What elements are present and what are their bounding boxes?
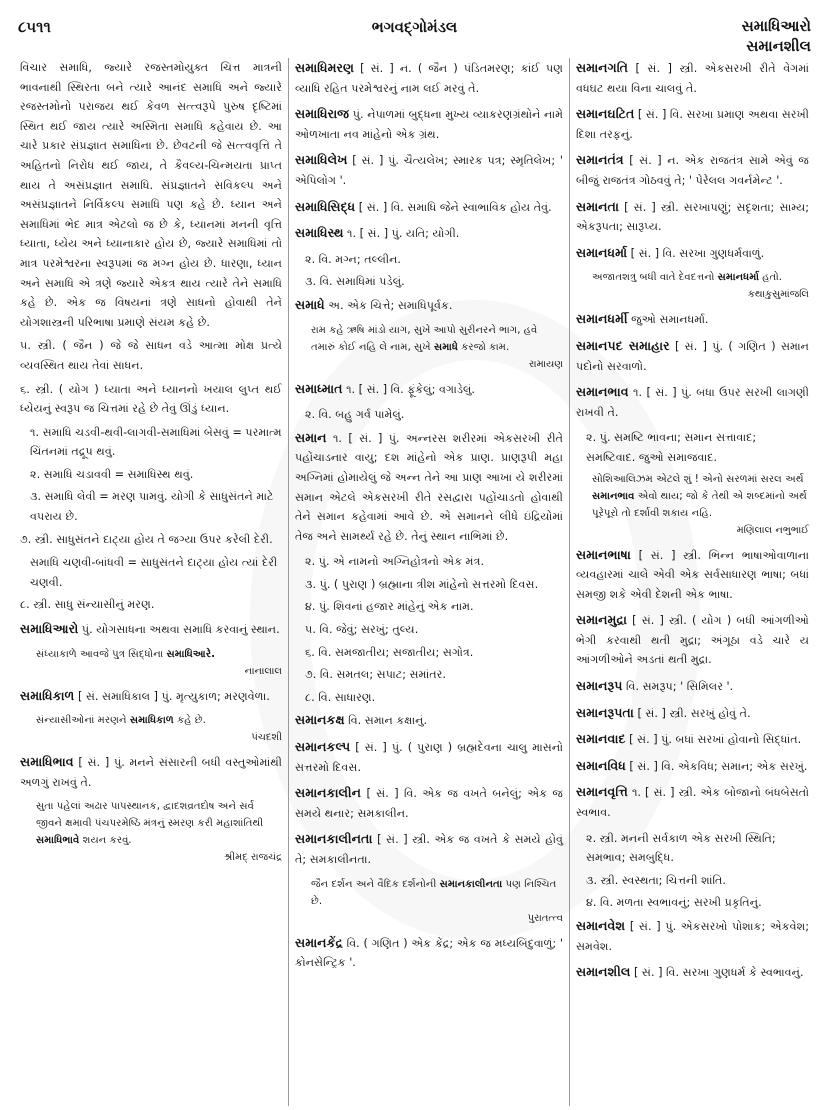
entry-headword: સમાનપદ સમાહાર	[576, 337, 670, 353]
page-header	[18, 8, 811, 56]
quote-text: અજાતશત્રુ બધી વાતે દેવદત્તનો	[592, 272, 718, 284]
entry-definition: [ સં. ] ન. એક રાજતંત્ર સામે એવું જ બીજું રાજતંત્ર ગોઠવવું તે; ' પેરેલલ ગવર્નમેન્ટ '.	[576, 154, 810, 187]
page-number: ૮૫૧૧	[18, 18, 51, 36]
definition-continuation: ૮. સ્ત્રી. સાધુ સંન્યાસીનું મરણ.	[20, 598, 155, 612]
definition-continuation: ૫. સ્ત્રી. ( જૈન ) જે જે સાધન વડે આત્મા મોક્ષ પ્રત્યે વ્યવસ્થિત થાય તેવાં સાધન.	[20, 339, 282, 372]
definition-continuation: ૭. સ્ત્રી. સાધુસંતને દાટ્યા હોય તે જગ્યા ઉપર કરેલી દેરી.	[20, 532, 273, 546]
dictionary-entry	[295, 223, 563, 244]
definition-continuation: વિચાર સમાધિ, જ્યારે રજસ્તમોયુક્ત ચિત્ત માત્રની ભાવનાથી સ્થિરતા બને ત્યારે આનંદ સમાધિ અને જ્યારે રજસ્તમોનો પરાજય થઈ કેવળ સત્ત્વરૂપે પુરુષ દૃષ્ટિમાં સ્થિત થઈ જાય ત્યારે અસ્મિતા સમાધિ કહેવાય છે. આ ચારે પ્રકાર સંપ્રજ્ઞાત સમાધિના છે. છેવટની જે સત્ત્વવૃત્તિ તે અહિતનો નિરોધ થઈ જાય, તે કૈવલ્ય-ચિન્મયતા પ્રાપ્ત થાય તે અસંપ્રજ્ઞાત સમાધિ. સંપ્રજ્ઞાતને સવિકલ્પ અને અસંપ્રજ્ઞાતને નિર્વિકલ્પ સમાધિ પણ કહે છે. ધ્યાન અને સમાધિમાં ભેદ માત્ર એટલો જ છે કે, ધ્યાનમાં મનની વૃત્તિ ધ્યાતા, ધ્યેય અને ધ્યાનાકાર હોય છે, જ્યારે સમાધિમાં તો માત્ર પરમેશ્વરના સ્વરૂપમાં જ મગ્ન હોય છે. ધારણા, ધ્યાન અને સમાધિ એ ત્રણે જ્યારે એકત્ર થાય ત્યારે તેને સમાધિ કહે છે. એક જ વિષયનાં ત્રણે સાધનો હોવાથી તેને યોગશાસ્ત્રની પરિભાષા પ્રમાણે સંયમ કહે છે.	[20, 61, 282, 329]
quote-source: રામાયણ	[528, 358, 563, 370]
entry-headword: સમાધ્માત	[295, 380, 343, 396]
dictionary-entry	[295, 428, 563, 547]
entry-headword: સમાનમુદ્રા	[576, 612, 627, 628]
entry-headword: સમાનકક્ષ	[295, 712, 345, 728]
quote-source: કથાકુસુમાંજલિ	[747, 289, 809, 301]
dictionary-entry	[576, 197, 809, 237]
entry-headword: સમાધિરાજ	[295, 106, 350, 122]
dictionary-entry	[576, 104, 809, 144]
entry-headword: સમાધે	[295, 296, 325, 312]
quote-text-end: કહે છે.	[173, 715, 206, 727]
quote-text: રામ કહે ઋષિ માંડો યાગ, સુખે આપો સુરીનરને ભાગ, હવે તમારું કોઈ નહિ લે નામ, સુખે	[311, 324, 538, 353]
usage-quote	[592, 269, 809, 303]
sub-sense: ૫. વિ. જેવું; સરખું; તુલ્ય.	[305, 623, 419, 637]
entry-headword: સમાનગતિ	[576, 60, 628, 75]
entry-definition: [ સં. ] સ્ત્રી. એકસરખી રીતે વેગમાં વધઘટ થયા વિના ચાલવું તે.	[576, 62, 809, 95]
dictionary-entry	[576, 150, 809, 190]
sub-sense: ૩. પું. ( પુરાણ ) બ્રહ્માના ત્રીશ માંહેનો સત્તરમો દિવસ.	[305, 577, 539, 591]
quote-text: સંન્યાસીઓનાં મરણને	[36, 715, 130, 727]
quote-headword: સમાનકાલીનતા	[439, 878, 503, 890]
quote-text: સુતા પહેલાં અઢાર પાપસ્થાનક, દ્વાદશવ્રતદોષ અને સર્વ જીવને ક્ષમાવી પંચપરમેષ્ઠિ મંત્રનું સ્મરણ કરી મહાશાંતિથી	[36, 801, 264, 830]
guide-words	[742, 16, 811, 56]
usage-quote	[311, 322, 563, 373]
quote-headword: સમાનભાવ	[592, 490, 635, 502]
dictionary-entry	[576, 756, 809, 777]
entry-headword: સમાનવાદ	[576, 731, 626, 747]
dictionary-entry	[576, 703, 809, 724]
entry-definition: [ સં. ] સ્ત્રી. એક જ વખતે કે સમયે હોવું તે; સમકાલીનતા.	[295, 833, 563, 866]
entry-headword: સમાધિસ્થ	[295, 225, 344, 241]
quote-text: સંધ્યાકાળે આવજે પુત્ર સિદ્ધોના	[36, 648, 167, 660]
sub-sense: ૭. વિ. સમતલ; સપાટ; સમાંતર.	[305, 668, 447, 682]
entry-definition: અ. એક ચિત્તે; સમાધિપૂર્વક.	[328, 298, 453, 312]
quote-headword: સમાધિકાળ	[129, 715, 174, 727]
entry-headword: સમાનભાવ	[576, 384, 629, 400]
entry-headword: સમાનતા	[576, 198, 619, 214]
dictionary-entry	[295, 197, 563, 218]
entry-definition: વિ. ( ગણિત ) એક કેંદ્ર; એક જ મધ્યબિંદુવાળું; ' કોનસેન્ટ્રિક '.	[295, 936, 563, 970]
dictionary-entry	[576, 729, 809, 750]
sub-sense: ૨. વિ. બહુ ગર્વ પામેલું.	[305, 408, 405, 422]
quote-headword: સમાધિઆરે.	[166, 648, 215, 660]
dictionary-entry	[576, 962, 809, 983]
entry-headword: સમાન	[295, 429, 327, 445]
entry-headword: સમાનધર્મી	[576, 311, 628, 327]
entry-headword: સમાનવિધ	[576, 757, 626, 773]
entry-definition: [ સં. ] પું. એકસરખો પોશાક; એકવેશ; સમવેશ.	[576, 920, 809, 953]
entry-definition: [ સં. ] પું. ( પુરાણ ) બ્રહ્મદેવના ચાલુ માસનો સત્તરમો દિવસ.	[295, 741, 563, 774]
entry-definition: [ સં. ] પું. ચૈત્યલેખ; સ્મારક પત્ર; સ્મૃતિલેખ; ' એપિલોગ '.	[295, 154, 563, 187]
entry-definition: ૧. [ સં. ] પું. અન્નરસ શરીરમાં એકસરખી રીતે પહોંચાડનાર વાયુ; દશ માંહેનો એક પ્રાણ. પ્રાણરૂપી મહા અગ્નિમાં હોમાયેલું જે અન્ન તેને આ પ્રાણ આખા યે શરીરમાં સમાન એટલે એકસરખી રીતે રસદ્વારા પહોંચાડતો હોવાથી તેને સમાન કહેવામાં આવે છે. એ સમાનને લીધે ઇંદ્રિયોમાં તેજ અને સામર્થ્ય રહે છે. તેનું સ્થાન નાભિમાં છે.	[295, 431, 563, 543]
sub-sense: ૮. વિ. સાધારણ.	[305, 690, 376, 704]
entry-headword: સમાધિમરણ	[295, 60, 354, 75]
dictionary-entry	[576, 243, 809, 264]
entry-definition: ૧. [ સં. ] સ્ત્રી. એક બોજાનો બંધબેસતો સ્વભાવ.	[576, 786, 810, 820]
entry-definition: ૧. [ સં. ] પું. યતિ; યોગી.	[347, 227, 460, 241]
quote-headword: સમાનધર્મા	[717, 272, 759, 284]
entry-definition: [ સં. ] વિ. સમાધિ જેને સ્વાભાવિક હોય તેવું.	[358, 200, 552, 214]
quote-source: પુરાતત્ત્વ	[527, 912, 563, 924]
quote-headword: સમાધિભાવે	[36, 835, 80, 847]
sub-sense: ૪. પું. શિવનાં હજાર માંહેનું એક નામ.	[305, 600, 474, 614]
usage-quote	[36, 712, 282, 746]
dictionary-entry	[20, 619, 282, 640]
entry-definition: [ સં. સમાધિકાલ ] પું. મૃત્યુકાળ; મરણવેળા.	[77, 689, 270, 703]
column-1	[14, 58, 288, 1106]
dictionary-entry	[20, 686, 282, 707]
dictionary-entry	[295, 933, 563, 973]
entry-definition: ૧. [ સં. ] વિ. ફૂંકેલું; વગાડેલું.	[346, 382, 475, 396]
sub-sense: ૨. સ્ત્રી. મનની સર્વકાળ એક સરખી સ્થિતિ; સમભાવ; સમબુદ્ધિ.	[586, 831, 776, 865]
entry-definition: જુઓ સમાનધર્મા.	[631, 313, 709, 327]
entry-headword: સમાનકાલીનતા	[295, 831, 373, 847]
entry-headword: સમાનકેંદ્ર	[295, 934, 343, 950]
entry-headword: સમાનરૂપતા	[576, 704, 634, 720]
entry-definition: [ સં. ] પું. મનને સંસારની બધી વસ્તુઓમાંથી અળગું રાખવું તે.	[20, 756, 283, 789]
entry-headword: સમાનરૂપ	[576, 678, 623, 694]
entry-definition: [ સં. ] વિ. સરખા ગુણધર્મ કે સ્વભાવનું.	[633, 966, 804, 980]
entry-definition: [ સં. ] વિ. સરખા ગુણધર્મવાળું.	[630, 246, 765, 260]
sub-sense: ૨. પું. એ નામનો અગ્નિહોત્રનો એક મંત્ર.	[305, 555, 485, 569]
dictionary-entry	[576, 610, 809, 670]
entry-headword: સમાનશીલ	[576, 964, 631, 980]
sub-sense: ૨. વિ. મગ્ન; તલ્લીન.	[305, 252, 401, 266]
sub-sense: ૪. વિ. મળતા સ્વભાવનું; સરખી પ્રકૃતિનું.	[586, 896, 762, 910]
usage-quote	[592, 471, 809, 539]
usage-quote	[36, 798, 282, 866]
guide-word-first: સમાધિઆરો	[741, 17, 811, 35]
dictionary-entry	[576, 58, 809, 98]
dictionary-entry	[295, 737, 563, 777]
sub-sense: ૬. વિ. સમજાતીય; સજાતીય; સગોત્ર.	[305, 645, 474, 659]
dictionary-entry	[576, 309, 809, 330]
entry-headword: સમાનકાલીન	[295, 785, 362, 801]
entry-definition: વિ. સમરૂપ; ' સિમિલર '.	[626, 680, 734, 694]
quote-text-end: પણ નિશ્ચિત છે.	[311, 878, 557, 907]
entry-definition: ૧. [ સં. ] પું. બધા ઉપર સરખી લાગણી રાખવી તે.	[576, 386, 810, 419]
entry-headword: સમાનવેશ	[576, 918, 626, 933]
quote-source: પંચદશી	[251, 732, 282, 744]
dictionary-entry	[295, 783, 563, 823]
dictionary-entry	[576, 676, 809, 697]
entry-headword: સમાધિસિદ્ધ	[295, 198, 356, 214]
dictionary-entry	[576, 336, 809, 376]
usage-quote	[311, 876, 563, 927]
entry-headword: સમાનવૃત્તિ	[576, 784, 628, 800]
entry-definition: [ સં. ] વિ. સરખા પ્રમાણ અથવા સરખી દિશા તરફનું.	[576, 108, 809, 141]
dictionary-entry	[295, 710, 563, 731]
quote-headword: સમાધે	[433, 341, 458, 353]
sub-sense: સમાધિ ચણવી-બાંધવી = સાધુસંતને દાટ્યા હોય ત્યાં દેરી ચણવી.	[30, 556, 278, 589]
entry-definition: વિ. સમાન કક્ષાનું.	[348, 714, 428, 728]
dictionary-entry	[295, 58, 563, 98]
column-3	[569, 58, 815, 1106]
entry-definition: [ સં. ] વિ. એકવિધ; સમાન; એક સરખું.	[629, 759, 808, 773]
entry-headword: સમાધિઆરો	[20, 621, 79, 637]
dictionary-columns	[14, 58, 815, 1106]
quote-text-end: એવો થાય; જો કે તેથી એ શબ્દમાંનો અર્થ પૂરેપૂરો તો દર્શાવી શકાય નહિ.	[592, 490, 807, 519]
entry-definition: [ સં. ] સ્ત્રી. સરખું હોવું તે.	[637, 706, 751, 720]
entry-definition: [ સં. ] ન. ( જૈન ) પંડિતમરણ; કાંઈ પણ વ્યાધિ રહિત પરમેશ્વરનું નામ લઈ મરવું તે.	[295, 62, 563, 95]
quote-text-end: શયન કરવું.	[79, 835, 132, 847]
sub-sense: ૧. સમાધિ ચડવી-થવી-લાગવી-સમાધિમાં બેસવું = પરમાત્મ ચિંતનમાં તદ્રૂપ થવું.	[30, 425, 282, 459]
dictionary-entry	[576, 916, 809, 956]
dictionary-entry	[295, 295, 563, 316]
dictionary-entry	[295, 829, 563, 869]
sub-sense: ૩. સમાધિ લેવી = મરણ પામવું. યોગી કે સાધુસંતને માટે વપરાય છે.	[30, 490, 274, 524]
dictionary-entry	[20, 752, 282, 792]
entry-headword: સમાનઘટિત	[576, 106, 635, 122]
dictionary-entry	[576, 545, 809, 605]
entry-definition: [ સં. ] સ્ત્રી. સરખાપણું; સદૃશતા; સામ્ય; એકરૂપતા; સારૂપ્ય.	[576, 200, 809, 234]
quote-source: શ્રીમદ્ રાજચંદ્ર	[224, 852, 282, 864]
dictionary-entry	[295, 379, 563, 400]
entry-headword: સમાનતંત્ર	[576, 152, 624, 168]
column-2	[288, 58, 569, 1106]
entry-definition: [ સં. ] પું. બધાં સરખાં હોવાનો સિદ્ધાંત.	[629, 733, 802, 747]
entry-definition: [ સં. ] સ્ત્રી. ભિન્ન ભાષાઓવાળાના વ્યવહારમાં ચાલે એવી એક સર્વસાધારણ ભાષા; બધાં સમજી શકે એવી દેશની એક ભાષા.	[576, 548, 809, 601]
entry-headword: સમાનભાષા	[576, 546, 631, 562]
sub-sense: ૨. પું. સમષ્ટિ ભાવના; સમાન સત્તાવાદ; સમષ્ટિવાદ. જુઓ સમાજવાદ.	[586, 431, 757, 464]
sub-sense: ૨. સમાધિ ચડાવવી = સમાધિસ્થ થવું.	[30, 467, 194, 481]
quote-text-end: કરજો કામ.	[458, 341, 510, 353]
usage-quote	[36, 646, 282, 680]
entry-definition: પું. નેપાળમાં બુદ્ધના મુખ્ય વ્યાકરણગ્રંથોને નામે ઓળખાતા નવ માંહેનો એક ગ્રંથ.	[295, 108, 563, 141]
dictionary-entry	[295, 104, 563, 144]
entry-headword: સમાનધર્મા	[576, 244, 628, 260]
entry-definition: [ સં. ] પું. ( ગણિત ) સમાન પદોનો સરવાળો.	[576, 339, 809, 373]
quote-source: મણિલાલ નભુભાઈ	[736, 524, 809, 536]
entry-definition: પું. યોગસાધના અથવા સમાધિ કરવાનું સ્થાન.	[81, 623, 280, 637]
dictionary-entry	[576, 382, 809, 422]
entry-definition: [ સં. ] સ્ત્રી. ( યોગ ) બધી આંગળીઓ ભેગી કરવાથી થતી મુદ્રા; અંગૂઠા વડે ચારે ય આંગળીઓને અડતાં થતી મુદ્રા.	[576, 614, 809, 667]
entry-definition: [ સં. ] વિ. એક જ વખતે બનેલું; એક જ સમયે થનાર; સમકાલીન.	[295, 787, 563, 820]
quote-text: જૈન દર્શન અને વૈદિક દર્શનોની	[311, 878, 440, 890]
sub-sense: ૩. વિ. સમાધિમાં પડેલું.	[305, 275, 405, 289]
running-title: ભગવદ્ગોમંડલ	[371, 18, 458, 36]
quote-text: સોશિઆલિઝમ એટલે શું ! એનો સરળમાં સરલ અર્થ	[592, 473, 804, 485]
entry-headword: સમાધિલેખ	[295, 152, 348, 168]
entry-headword: સમાનકલ્પ	[295, 739, 351, 755]
entry-headword: સમાધિકાળ	[20, 687, 75, 703]
dictionary-entry	[295, 150, 563, 190]
entry-headword: સમાધિભાવ	[20, 754, 74, 770]
guide-word-last: સમાનશીલ	[746, 37, 811, 55]
definition-continuation: ૬. સ્ત્રી. ( યોગ ) ધ્યાતા અને ધ્યાનનો ખયાલ લુપ્ત થઈ ધ્યેયનું સ્વરૂપ જ ચિત્તમાં રહે છે તેવું ઊંડું ધ્યાન.	[20, 382, 282, 416]
quote-text-end: હતો.	[758, 272, 783, 284]
dictionary-entry	[576, 782, 809, 822]
sub-sense: ૩. સ્ત્રી. સ્વસ્થતા; ચિત્તની શાંતિ.	[586, 873, 726, 887]
quote-source: નાનાલાલ	[244, 665, 282, 677]
